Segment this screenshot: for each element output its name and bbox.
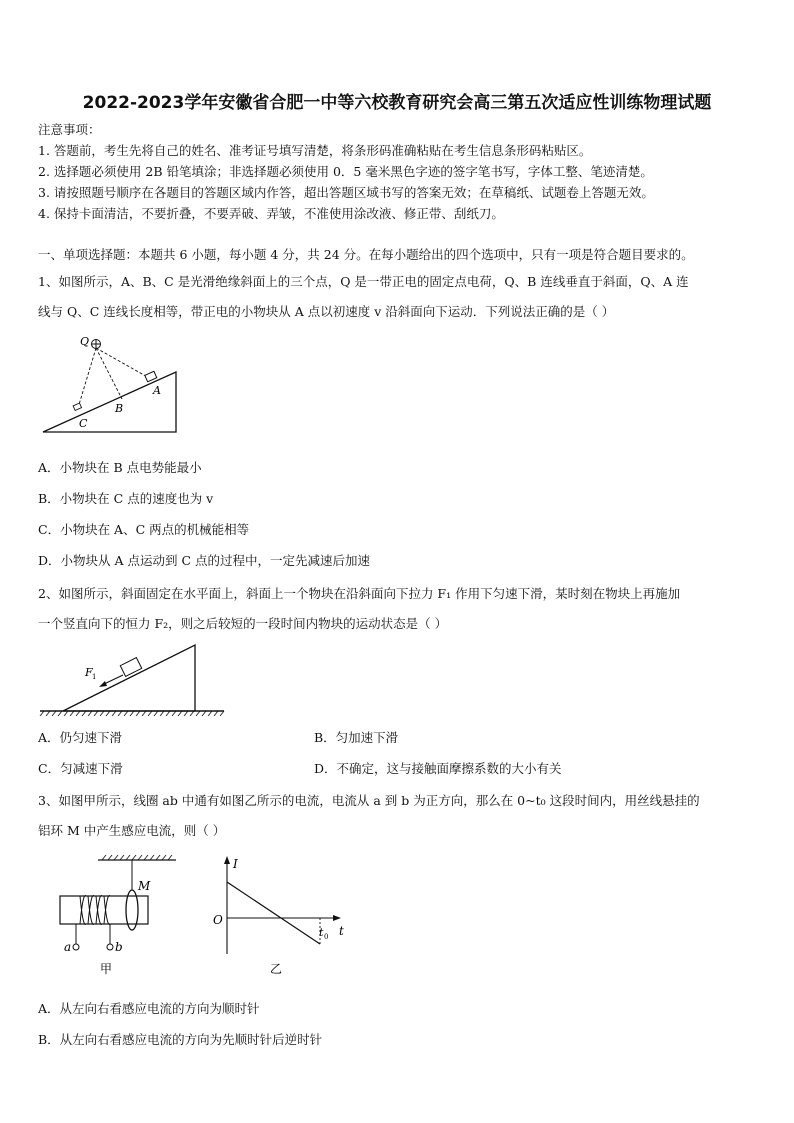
q3-origin-o: O — [213, 913, 223, 927]
q3-axis-i: I — [233, 857, 238, 871]
q2-incline-figure — [38, 640, 228, 720]
q3-stem-line2: 铝环 M 中产生感应电流，则（ ） — [38, 823, 226, 838]
q2-stem-line1: 2、如图所示，斜面固定在水平面上，斜面上一个物块在沿斜面向下拉力 F₁ 作用下匀速下滑，某时刻在物块上再施加 — [38, 586, 681, 601]
q3-stem-line1: 3、如图甲所示，线圈 ab 中通有如图乙所示的电流，电流从 a 到 b 为正方向，那么在 0~t₀ 这段时间内，用丝线悬挂的 — [38, 793, 700, 808]
q2-option-d[interactable]: D．不确定，这与接触面摩擦系数的大小有关 — [314, 761, 562, 776]
note-item-4: 4. 保持卡面清洁，不要折叠，不要弄破、弄皱，不准使用涂改液、修正带、刮纸刀。 — [38, 206, 504, 221]
q2-option-c[interactable]: C．匀减速下滑 — [38, 761, 123, 776]
q1-option-c[interactable]: C．小物块在 A、C 两点的机械能相等 — [38, 522, 250, 537]
section-heading: 一、单项选择题：本题共 6 小题，每小题 4 分，共 24 分。在每小题给出的四个选项中，只有一项是符合题目要求的。 — [38, 247, 694, 262]
q2-stem-line2: 一个竖直向下的恒力 F₂，则之后较短的一段时间内物块的运动状态是（ ） — [38, 616, 448, 631]
note-item-3: 3. 请按照题号顺序在各题目的答题区域内作答，超出答题区域书写的答案无效；在草稿纸、试题卷上答题无效。 — [38, 185, 654, 200]
notes-heading: 注意事项： — [38, 122, 101, 137]
q1-label-b: B — [115, 402, 124, 415]
q1-stem-line2: 线与 Q、C 连线长度相等，带正电的小物块从 A 点以初速度 v 沿斜面向下运动．下列说法正确的是（ ） — [38, 304, 615, 319]
q2-label-f1-sub: 1 — [92, 673, 97, 681]
q1-incline-figure — [38, 332, 188, 437]
q3-axis-t: t — [339, 924, 344, 938]
q1-option-d[interactable]: D．小物块从 A 点运动到 C 点的过程中，一定先减速后加速 — [38, 553, 371, 568]
q2-label-f1: F — [85, 666, 93, 679]
q1-label-q: Q — [80, 335, 90, 348]
q3-option-b[interactable]: B．从左向右看感应电流的方向为先顺时针后逆时针 — [38, 1032, 323, 1047]
q3-label-t0: t — [319, 926, 324, 939]
q3-label-a: a — [64, 940, 72, 954]
q3-label-jia: 甲 — [100, 962, 113, 976]
q2-option-a[interactable]: A．仍匀速下滑 — [38, 730, 123, 745]
q3-label-yi: 乙 — [270, 962, 283, 976]
page-title: 2022-2023学年安徽省合肥一中等六校教育研究会高三第五次适应性训练物理试题 — [82, 93, 712, 113]
q3-label-b: b — [115, 940, 123, 954]
q1-option-b[interactable]: B．小物块在 C 点的速度也为 v — [38, 491, 214, 506]
q1-label-a: A — [153, 384, 161, 397]
q1-label-c: C — [79, 417, 88, 430]
q3-current-graph — [205, 852, 350, 980]
q2-option-b[interactable]: B．匀加速下滑 — [314, 730, 399, 745]
q1-stem-line1: 1、如图所示，A、B、C 是光滑绝缘斜面上的三个点，Q 是一带正电的固定点电荷，Q、B 连线垂直于斜面，Q、A 连 — [38, 274, 689, 289]
q3-label-t0-sub: 0 — [324, 933, 329, 941]
q3-option-a[interactable]: A．从左向右看感应电流的方向为顺时针 — [38, 1001, 260, 1016]
note-item-2: 2. 选择题必须使用 2B 铅笔填涂；非选择题必须使用 0．5 毫米黑色字迹的签字笔书写，字体工整、笔迹清楚。 — [38, 164, 653, 179]
q3-coil-figure — [48, 852, 188, 980]
q1-option-a[interactable]: A．小物块在 B 点电势能最小 — [38, 460, 202, 475]
note-item-1: 1. 答题前，考生先将自己的姓名、准考证号填写清楚，将条形码准确粘贴在考生信息条形码粘贴区。 — [38, 143, 592, 158]
q3-label-m: M — [138, 879, 151, 893]
